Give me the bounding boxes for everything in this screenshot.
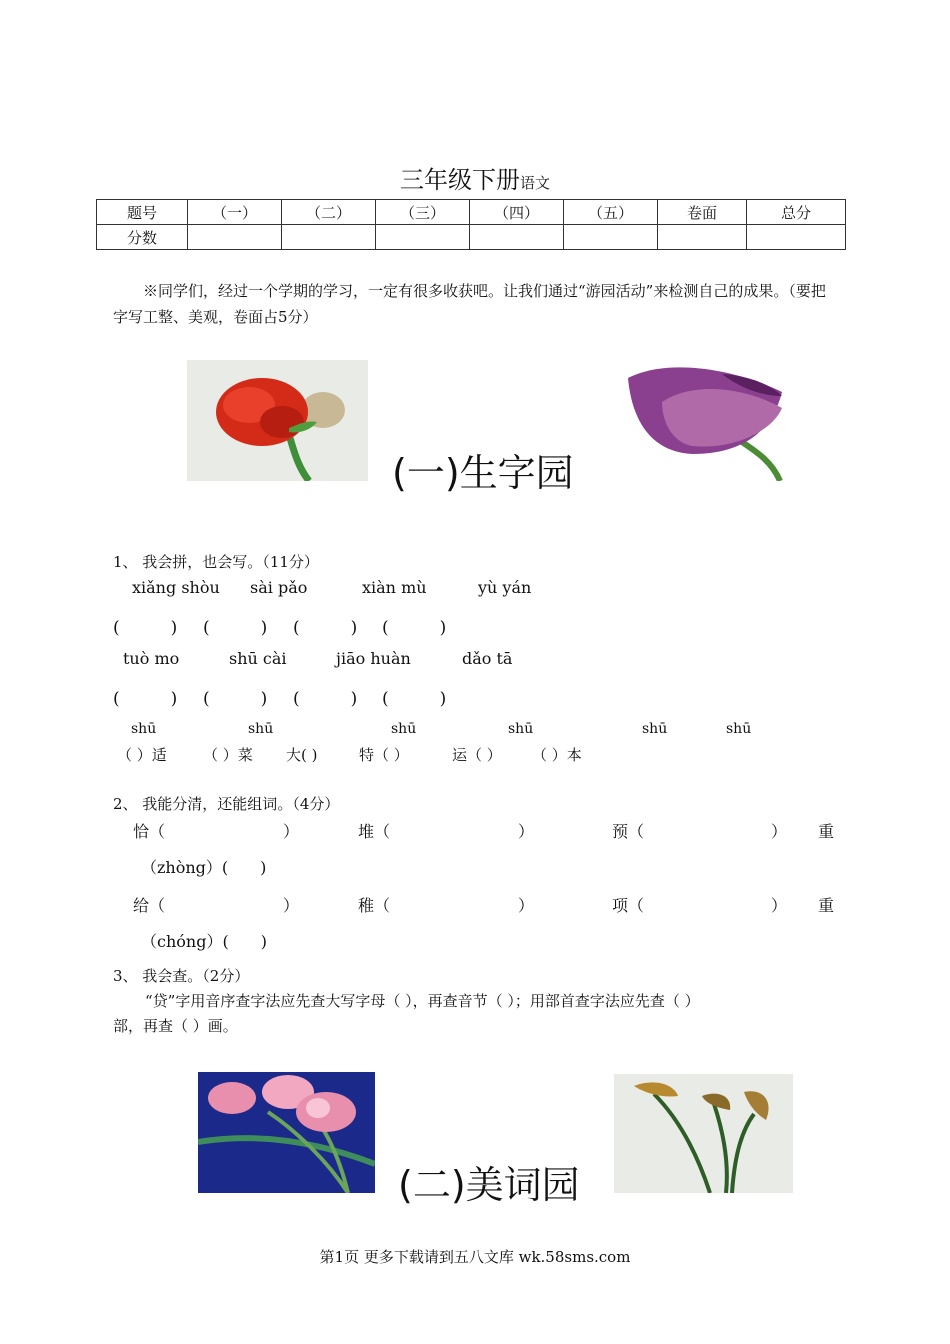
pinyin: yù yán	[478, 578, 532, 597]
purple-lotus-image	[622, 362, 784, 481]
shu-pinyin: shū	[726, 721, 752, 737]
answer-blank[interactable]: ( )	[382, 618, 447, 638]
shu-pinyin: shū	[131, 721, 157, 737]
q2-close: ）	[771, 822, 788, 841]
pinyin: dǎo tā	[462, 649, 513, 668]
score-cell[interactable]	[282, 225, 376, 250]
score-cell[interactable]	[658, 225, 747, 250]
q2-close: ）	[518, 896, 535, 915]
score-table-score-row	[97, 225, 846, 250]
section-title-2: (二)美词园	[398, 1163, 580, 1207]
score-row-label: 分数	[97, 225, 188, 250]
title-suffix: 语文	[519, 174, 550, 192]
q2-char: 稚（	[358, 896, 391, 915]
q2-zhong-blank[interactable]: （zhòng）( )	[141, 858, 267, 877]
answer-blank[interactable]: ( )	[203, 618, 268, 638]
q2-char: 重	[818, 822, 835, 841]
q2-chong-blank[interactable]: （chóng）( )	[141, 932, 267, 951]
score-header-cell: （三）	[376, 200, 470, 225]
answer-blank[interactable]: ( )	[113, 689, 178, 709]
score-header-cell: （四）	[470, 200, 564, 225]
q2-char: 重	[818, 896, 835, 915]
pinyin: shū cài	[229, 649, 287, 668]
q1-label: 1、 我会拼，也会写。（11分）	[113, 553, 319, 571]
intro-text: ※同学们，经过一个学期的学习，一定有很多收获吧。让我们通过“游园活动”来检测自己的成果。（要把字写工整、美观，卷面占5分）	[113, 282, 826, 326]
answer-blank[interactable]: ( )	[203, 689, 268, 709]
page-footer: 第1页 更多下载请到五八文库 wk.58sms.com	[319, 1248, 631, 1266]
shu-word-blank[interactable]: 特（ ）	[359, 746, 409, 764]
score-table-header-row	[97, 200, 846, 225]
q2-close: ）	[518, 822, 535, 841]
shu-pinyin: shū	[508, 721, 534, 737]
score-cell[interactable]	[470, 225, 564, 250]
score-cell[interactable]	[188, 225, 282, 250]
answer-blank[interactable]: ( )	[113, 618, 178, 638]
shu-word-blank[interactable]: （ ）本	[532, 746, 582, 764]
q2-char: 预（	[612, 822, 645, 841]
title-main: 三年级下册	[399, 166, 520, 194]
page-title	[0, 160, 950, 195]
score-header-cell: （五）	[564, 200, 658, 225]
calla-lily-image	[614, 1074, 793, 1193]
score-header-cell: （一）	[188, 200, 282, 225]
pink-tulip-image	[198, 1072, 375, 1193]
q3-line2[interactable]: 部，再查（ ）画。	[113, 1017, 238, 1035]
q2-close: ）	[283, 822, 300, 841]
score-header-cell: 题号	[97, 200, 188, 225]
shu-pinyin: shū	[391, 721, 417, 737]
shu-word-blank[interactable]: （ ）适	[117, 746, 167, 764]
shu-word-blank[interactable]: （ ）菜	[203, 746, 253, 764]
q2-char: 项（	[612, 896, 645, 915]
red-flower-image	[187, 360, 368, 481]
pinyin: sài pǎo	[250, 578, 308, 597]
pinyin: tuò mo	[123, 649, 180, 668]
score-table	[96, 199, 846, 250]
q3-label: 3、 我会查。（2分）	[113, 967, 250, 985]
pinyin: xiǎng shòu	[132, 578, 220, 597]
q2-char: 恰（	[133, 822, 166, 841]
section-title-1: (一)生字园	[392, 451, 574, 495]
score-cell[interactable]	[376, 225, 470, 250]
answer-blank[interactable]: ( )	[293, 618, 358, 638]
answer-blank[interactable]: ( )	[382, 689, 447, 709]
shu-word-blank[interactable]: 运（ ）	[452, 746, 502, 764]
pinyin: jiāo huàn	[336, 649, 411, 668]
score-header-cell: （二）	[282, 200, 376, 225]
q2-close: ）	[283, 896, 300, 915]
q2-close: ）	[771, 896, 788, 915]
q2-label: 2、 我能分清，还能组词。（4分）	[113, 795, 340, 813]
q2-char: 给（	[133, 896, 166, 915]
shu-pinyin: shū	[248, 721, 274, 737]
score-header-cell: 总分	[747, 200, 846, 225]
score-cell[interactable]	[564, 225, 658, 250]
pinyin: xiàn mù	[362, 578, 427, 597]
answer-blank[interactable]: ( )	[293, 689, 358, 709]
q2-char: 堆（	[358, 822, 391, 841]
score-cell[interactable]	[747, 225, 846, 250]
q3-line1[interactable]: “贷”字用音序查字法应先查大写字母（ ），再查音节（ ）；用部首查字法应先查（ ）	[145, 992, 700, 1010]
score-header-cell: 卷面	[658, 200, 747, 225]
shu-pinyin: shū	[642, 721, 668, 737]
shu-word-blank[interactable]: 大( )	[286, 746, 318, 764]
